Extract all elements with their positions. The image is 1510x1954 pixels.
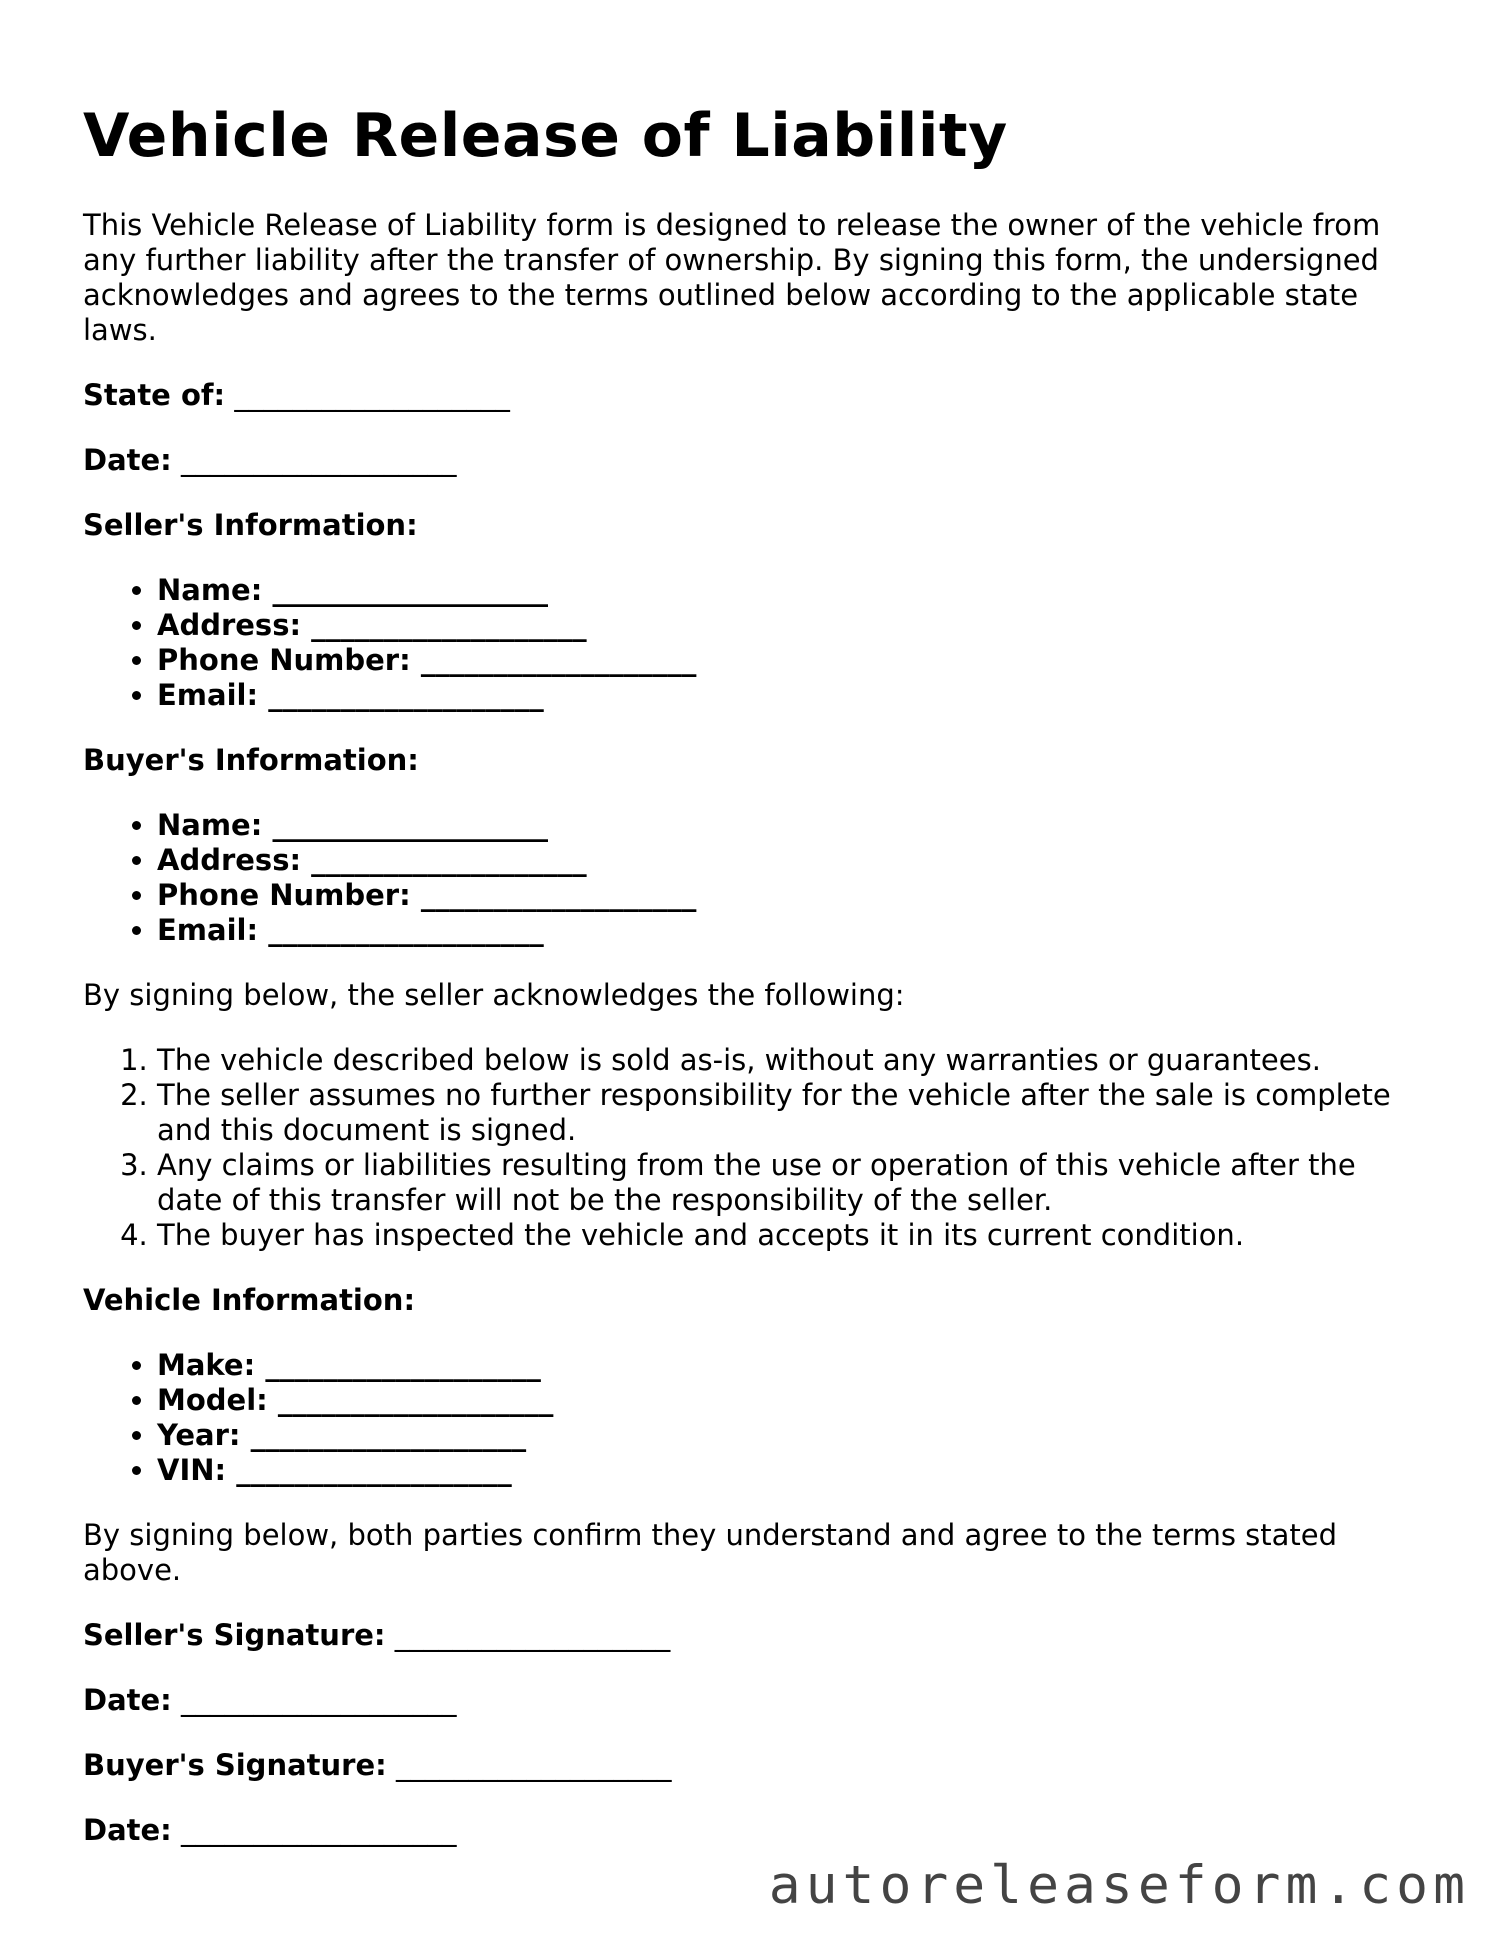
acknowledgement-list bbox=[83, 1043, 1423, 1253]
seller-email-blank[interactable]: ___________________ bbox=[268, 678, 544, 712]
seller-date-label: Date: bbox=[83, 1683, 172, 1717]
document bbox=[83, 100, 1423, 1878]
buyer-name-item bbox=[157, 808, 1423, 843]
vehicle-make-item bbox=[157, 1348, 1423, 1383]
seller-phone-blank[interactable]: ___________________ bbox=[420, 643, 697, 677]
seller-info-title: Seller's Information: bbox=[83, 508, 418, 542]
vehicle-vin-blank[interactable]: ___________________ bbox=[236, 1453, 512, 1487]
seller-name-item bbox=[157, 573, 1423, 608]
date-label: Date: bbox=[83, 443, 172, 477]
vehicle-make-blank[interactable]: ___________________ bbox=[265, 1348, 541, 1382]
acknowledge-intro: By signing below, the seller acknowledges the following: bbox=[83, 978, 905, 1012]
watermark: autoreleaseform.com bbox=[768, 1855, 1470, 1916]
buyer-name-blank[interactable]: ___________________ bbox=[272, 808, 548, 842]
vehicle-vin-item bbox=[157, 1453, 1423, 1488]
state-label: State of: bbox=[83, 378, 226, 412]
acknowledgement-item: 2. The seller assumes no further responsibility for the vehicle after the sale is complete and this document is signed. bbox=[157, 1078, 1423, 1148]
seller-signature-label: Seller's Signature: bbox=[83, 1618, 386, 1652]
seller-email-item bbox=[157, 678, 1423, 713]
field-label: Email: bbox=[157, 678, 259, 712]
vehicle-info-list bbox=[83, 1348, 1423, 1488]
seller-info-list bbox=[83, 573, 1423, 713]
buyer-info-title: Buyer's Information: bbox=[83, 743, 419, 777]
buyer-address-item bbox=[157, 843, 1423, 878]
buyer-info-list bbox=[83, 808, 1423, 948]
vehicle-model-blank[interactable]: ___________________ bbox=[277, 1383, 554, 1417]
seller-date-field bbox=[83, 1683, 1423, 1718]
buyer-email-item bbox=[157, 913, 1423, 948]
field-label: Phone Number: bbox=[157, 643, 411, 677]
date-blank[interactable]: ___________________ bbox=[181, 443, 457, 477]
field-label: Name: bbox=[157, 808, 263, 842]
seller-phone-item bbox=[157, 643, 1423, 678]
field-label: Address: bbox=[157, 608, 302, 642]
seller-address-item bbox=[157, 608, 1423, 643]
vehicle-year-item bbox=[157, 1418, 1423, 1453]
buyer-signature-blank[interactable]: ___________________ bbox=[395, 1748, 672, 1782]
buyer-phone-item bbox=[157, 878, 1423, 913]
field-label: Year: bbox=[157, 1418, 241, 1452]
field-label: Address: bbox=[157, 843, 302, 877]
buyer-address-blank[interactable]: ___________________ bbox=[311, 843, 587, 877]
buyer-signature-field bbox=[83, 1748, 1423, 1783]
field-label: Phone Number: bbox=[157, 878, 411, 912]
confirm-paragraph: By signing below, both parties confirm they understand and agree to the terms stated above. bbox=[83, 1518, 1338, 1587]
acknowledgement-item: 1. The vehicle described below is sold as-is, without any warranties or guarantees. bbox=[157, 1043, 1423, 1078]
acknowledgement-item: 4. The buyer has inspected the vehicle and accepts it in its current condition. bbox=[157, 1218, 1423, 1253]
vehicle-year-blank[interactable]: ___________________ bbox=[250, 1418, 527, 1452]
field-label: Make: bbox=[157, 1348, 256, 1382]
buyer-signature-label: Buyer's Signature: bbox=[83, 1748, 387, 1782]
state-field bbox=[83, 378, 1423, 413]
field-label: Name: bbox=[157, 573, 263, 607]
intro-paragraph: This Vehicle Release of Liability form is designed to release the owner of the vehicle from any further liability after the transfer of ownership. By signing this form, the undersigned acknowledges and agrees to the terms outlined below according to the applicable state laws. bbox=[83, 208, 1381, 347]
seller-address-blank[interactable]: ___________________ bbox=[311, 608, 587, 642]
field-label: VIN: bbox=[157, 1453, 227, 1487]
seller-signature-blank[interactable]: ___________________ bbox=[394, 1618, 671, 1652]
buyer-email-blank[interactable]: ___________________ bbox=[268, 913, 544, 947]
state-blank[interactable]: ___________________ bbox=[234, 378, 510, 412]
buyer-date-label: Date: bbox=[83, 1813, 172, 1847]
date-field bbox=[83, 443, 1423, 478]
field-label: Model: bbox=[157, 1383, 268, 1417]
seller-name-blank[interactable]: ___________________ bbox=[272, 573, 548, 607]
buyer-date-blank[interactable]: ___________________ bbox=[181, 1813, 457, 1847]
vehicle-model-item bbox=[157, 1383, 1423, 1418]
buyer-date-field bbox=[83, 1813, 1423, 1848]
buyer-phone-blank[interactable]: ___________________ bbox=[420, 878, 697, 912]
seller-date-blank[interactable]: ___________________ bbox=[181, 1683, 457, 1717]
vehicle-info-title: Vehicle Information: bbox=[83, 1283, 416, 1317]
seller-signature-field bbox=[83, 1618, 1423, 1653]
acknowledgement-item: 3. Any claims or liabilities resulting from the use or operation of this vehicle after the date of this transfer will not be the responsibility of the seller. bbox=[157, 1148, 1423, 1218]
field-label: Email: bbox=[157, 913, 259, 947]
page-title: Vehicle Release of Liability bbox=[83, 101, 1008, 171]
